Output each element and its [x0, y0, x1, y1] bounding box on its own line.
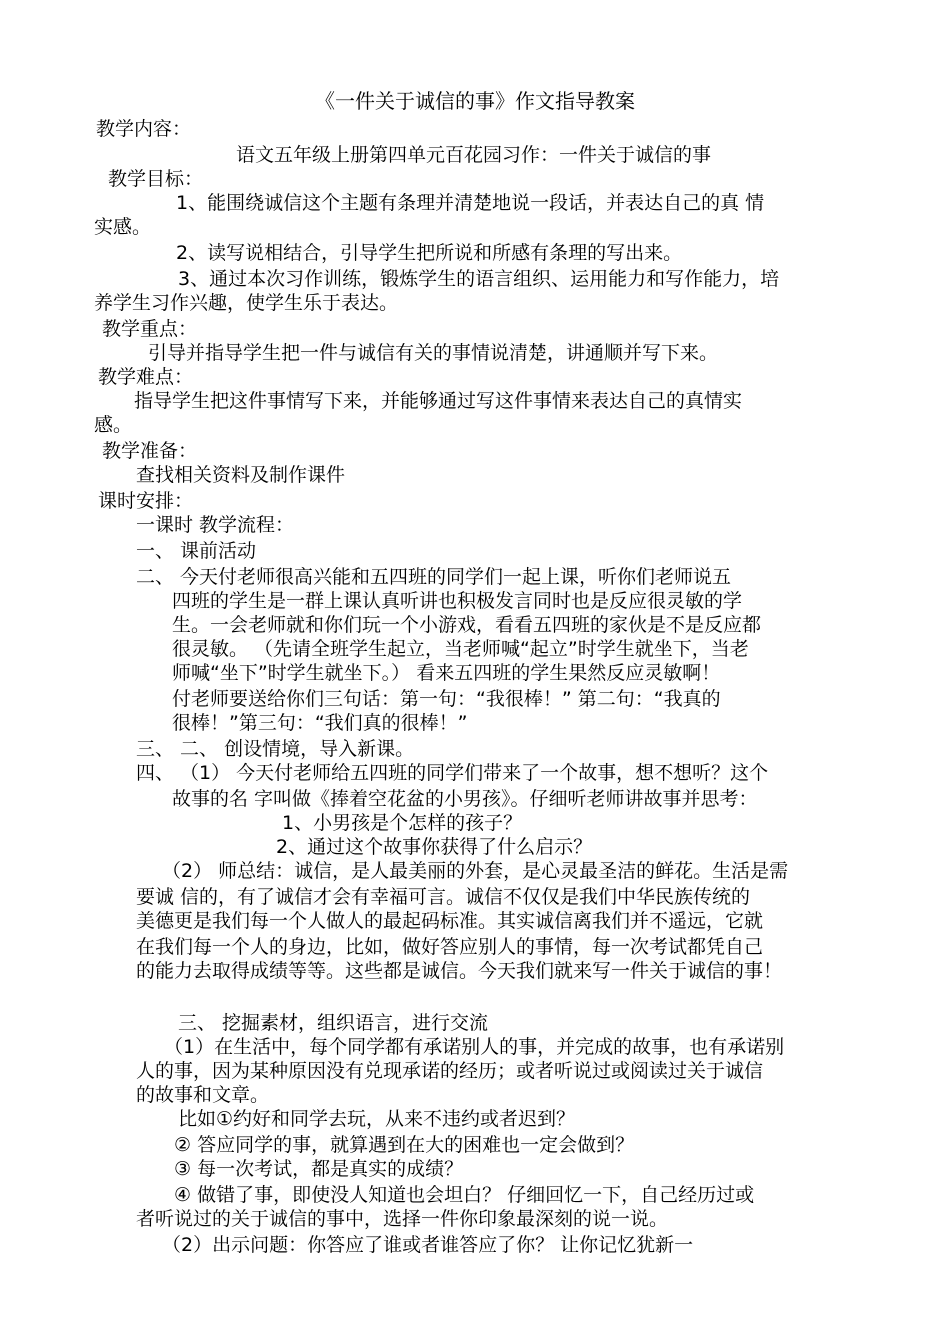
text-line: 付老师要送给你们三句话：第一句：“我很棒！” 第二句：“我真的 — [172, 688, 721, 710]
text-line: 2、读写说相结合，引导学生把所说和所感有条理的写出来。 — [176, 242, 683, 264]
text-line: 感。 — [94, 414, 133, 436]
text-line: （1）在生活中，每个同学都有承诺别人的事，并完成的故事，也有承诺别 — [164, 1036, 785, 1058]
section-heading: 教学重点： — [102, 318, 198, 340]
text-line: 四、 （1） 今天付老师给五四班的同学们带来了一个故事，想不想听？这个 — [136, 762, 769, 784]
text-line: （2） 师总结：诚信，是人最美丽的外套，是心灵最圣洁的鲜花。生活是需 — [162, 860, 789, 882]
text-line: 一课时 教学流程： — [136, 514, 295, 536]
text-line: 2、通过这个故事你获得了什么启示？ — [276, 836, 593, 858]
text-line: ② 答应同学的事，就算遇到在大的困难也一定会做到？ — [174, 1134, 635, 1156]
text-line: ③ 每一次考试，都是真实的成绩？ — [174, 1158, 464, 1180]
text-line: 者听说过的关于诚信的事中，选择一件你印象最深刻的说一说。 — [136, 1208, 669, 1230]
text-line: 生。一会老师就和你们玩一个小游戏，看看五四班的家伙是不是反应都 — [172, 614, 762, 636]
text-line: 的故事和文章。 — [136, 1084, 270, 1106]
section-heading: 课时安排： — [98, 490, 194, 512]
section-heading: 教学准备： — [102, 440, 198, 462]
text-line: 比如①约好和同学去玩，从来不违约或者迟到？ — [178, 1108, 576, 1130]
section-heading: 教学难点： — [98, 366, 194, 388]
section-heading: 教学目标： — [108, 168, 204, 190]
text-line: 养学生习作兴趣，使学生乐于表达。 — [94, 292, 399, 314]
text-line: 很棒！”第三句：“我们真的很棒！” — [172, 712, 468, 734]
text-line: （2）出示问题：你答应了谁或者谁答应了你？ 让你记忆犹新一 — [162, 1234, 694, 1256]
text-line: 在我们每一个人的身边，比如，做好答应别人的事情，每一次考试都凭自己 — [136, 936, 764, 958]
text-line: 师喊“坐下”时学生就坐下。） 看来五四班的学生果然反应灵敏啊！ — [172, 662, 721, 684]
text-line: 3、通过本次习作训练，锻炼学生的语言组织、运用能力和写作能力，培 — [178, 268, 780, 290]
text-line: 二、 今天付老师很高兴能和五四班的同学们一起上课，听你们老师说五 — [136, 566, 732, 588]
text-line: 美德更是我们每一个人做人的最起码标准。其实诚信离我们并不遥远，它就 — [136, 910, 764, 932]
text-line: 三、 二、 创设情境，导入新课。 — [136, 738, 415, 760]
text-line: 1、能围绕诚信这个主题有条理并清楚地说一段话，并表达自己的真 情 — [176, 192, 765, 214]
text-line: 一、 课前活动 — [136, 540, 257, 562]
text-line: 指导学生把这件事情写下来，并能够通过写这件事情来表达自己的真情实 — [134, 390, 743, 412]
text-line: 四班的学生是一群上课认真听讲也积极发言同时也是反应很灵敏的学 — [172, 590, 743, 612]
text-line: 语文五年级上册第四单元百花园习作：一件关于诚信的事 — [236, 144, 712, 166]
text-line: 1、小男孩是个怎样的孩子？ — [282, 812, 523, 834]
document-title: 《一件关于诚信的事》作文指导教案 — [315, 89, 635, 113]
text-line: ④ 做错了事，即使没人知道也会坦白？ 仔细回忆一下，自己经历过或 — [174, 1184, 755, 1206]
text-line: 很灵敏。 （先请全班学生起立，当老师喊“起立”时学生就坐下，当老 — [172, 638, 749, 660]
text-line: 要诚 信的，有了诚信才会有幸福可言。诚信不仅仅是我们中华民族传统的 — [136, 886, 751, 908]
text-line: 实感。 — [94, 216, 152, 238]
text-line: 人的事，因为某种原因没有兑现承诺的经历；或者听说过或阅读过关于诚信 — [136, 1060, 764, 1082]
text-line: 故事的名 字叫做《捧着空花盆的小男孩》。仔细听老师讲故事并思考： — [172, 788, 758, 810]
text-line: 查找相关资料及制作课件 — [136, 464, 346, 486]
section-heading: 教学内容： — [96, 118, 192, 140]
section-heading: 三、 挖掘素材，组织语言，进行交流 — [178, 1012, 489, 1034]
text-line: 的能力去取得成绩等等。这些都是诚信。今天我们就来写一件关于诚信的事！ — [136, 960, 783, 982]
text-line: 引导并指导学生把一件与诚信有关的事情说清楚，讲通顺并写下来。 — [148, 342, 719, 364]
